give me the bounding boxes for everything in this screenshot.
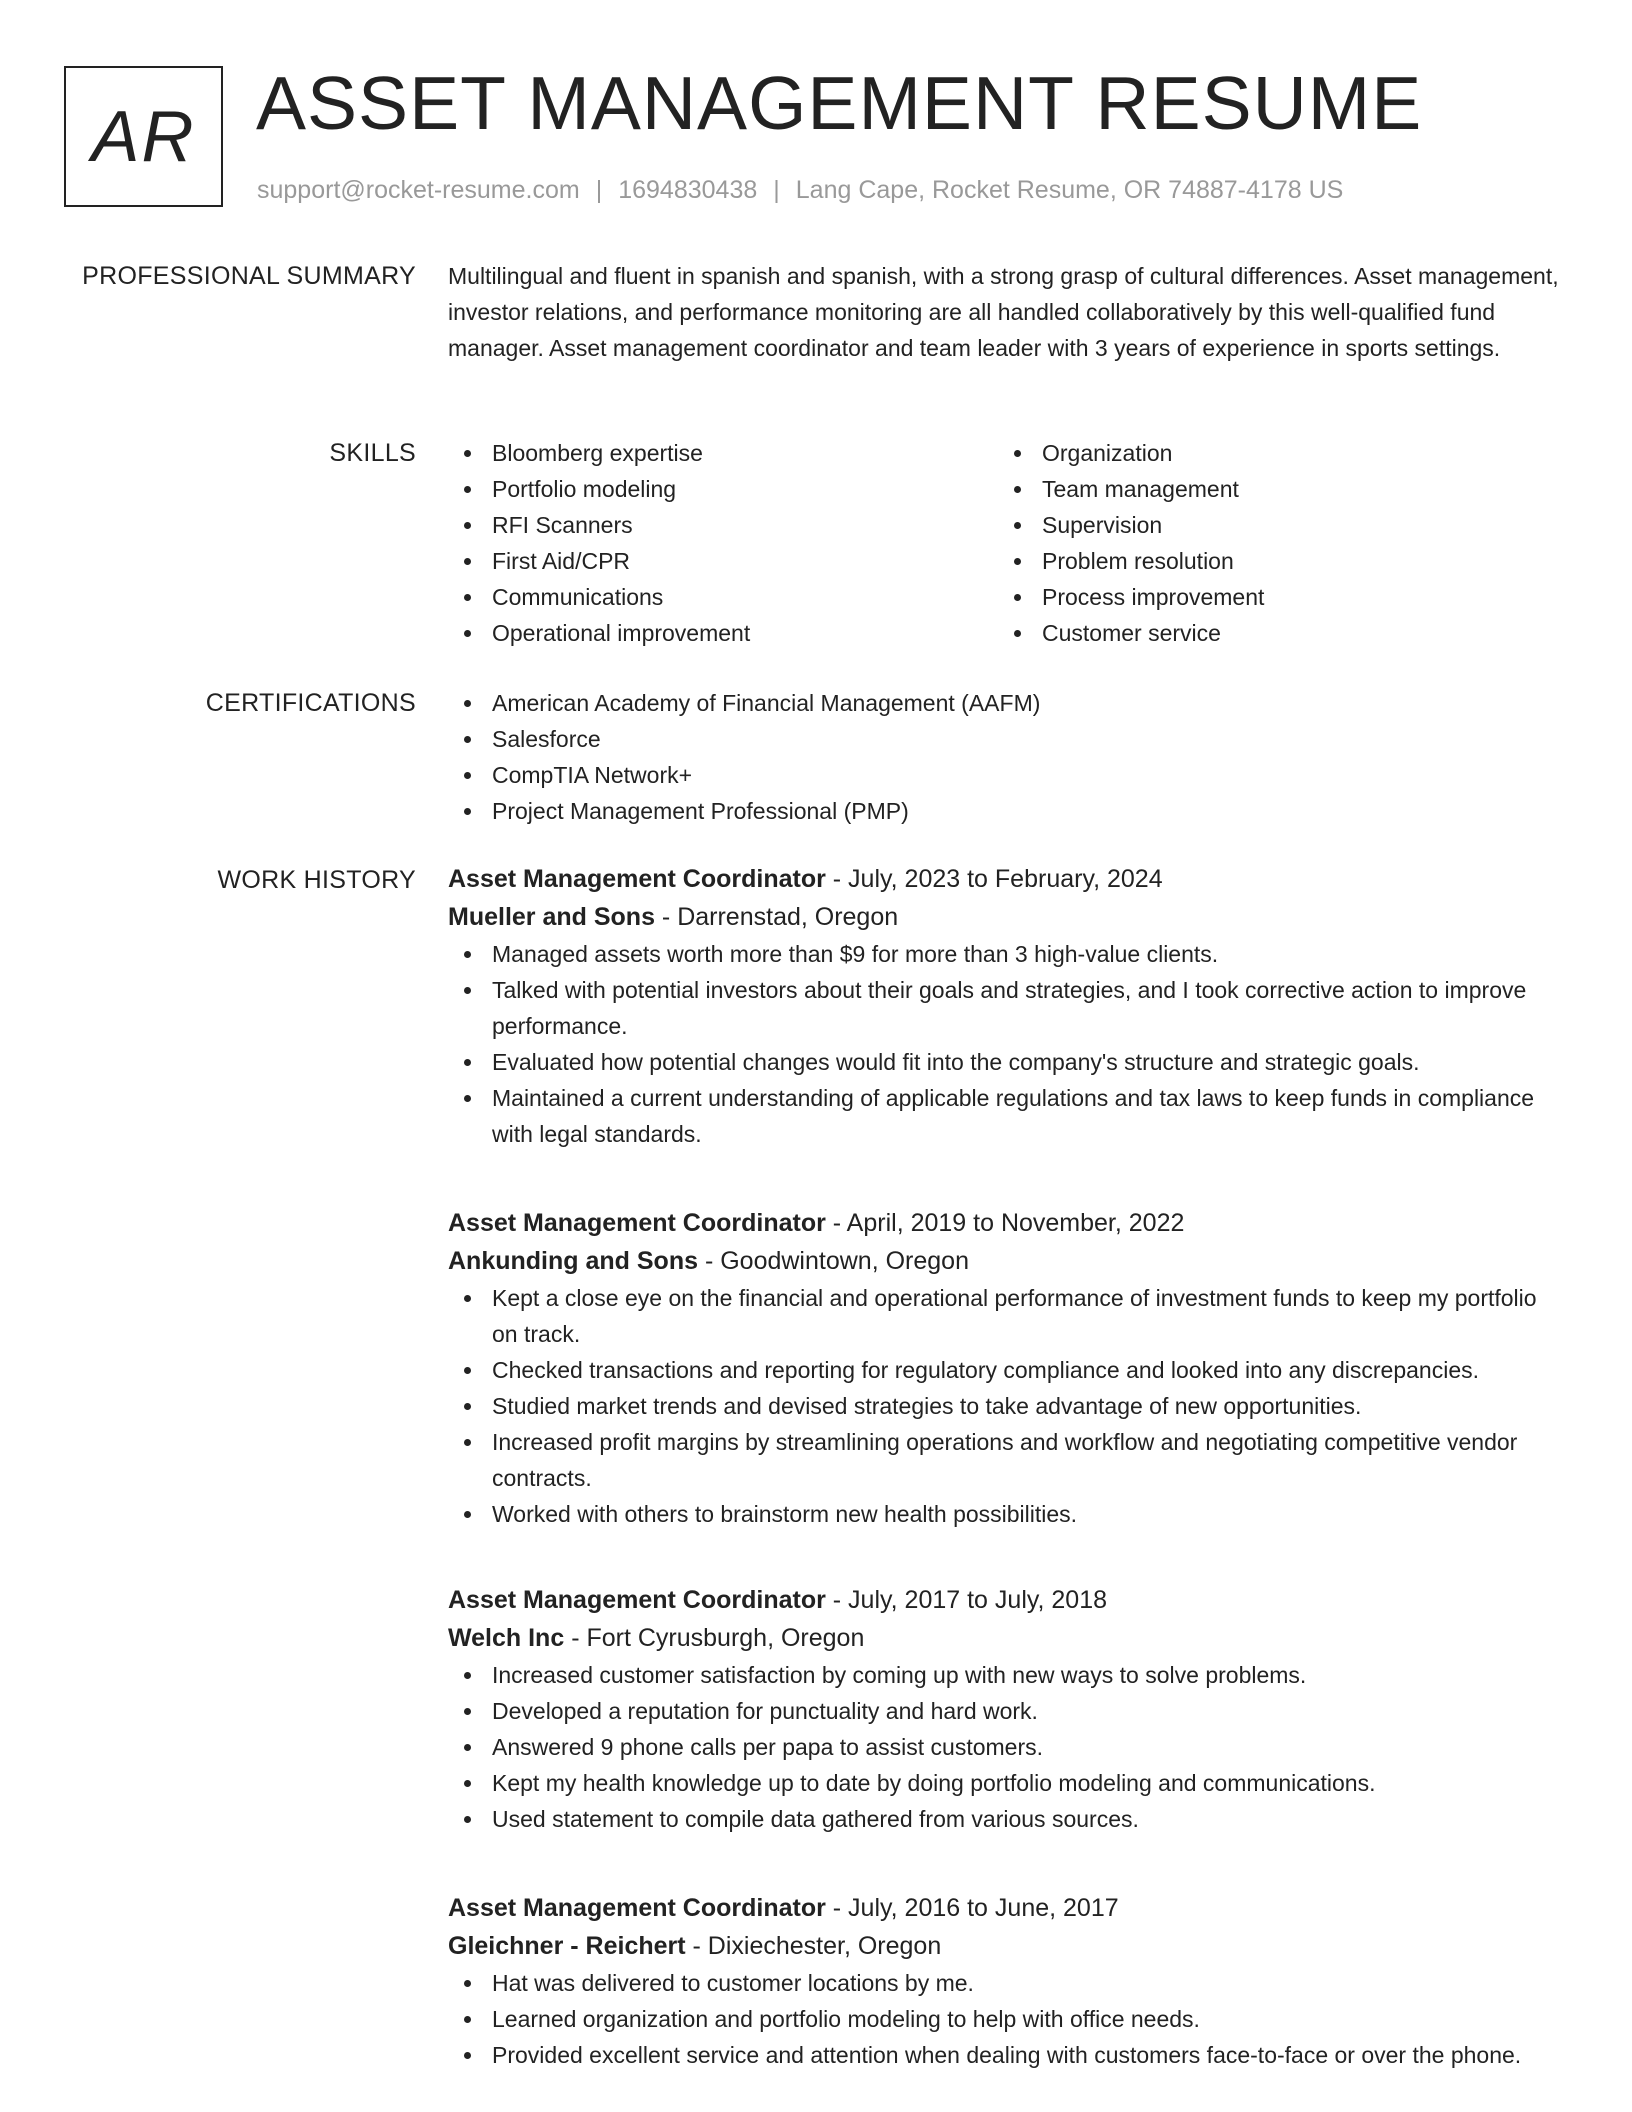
job-bullet: Worked with others to brainstorm new health possibilities.	[448, 1496, 1568, 1532]
job-title-line	[448, 860, 1568, 898]
skill-item: Process improvement	[998, 579, 1538, 615]
job-bullets	[448, 1280, 1568, 1532]
job-location: - Goodwintown, Oregon	[698, 1247, 969, 1275]
certification-item: American Academy of Financial Management (AAFM)	[448, 685, 1568, 721]
job-dates: - July, 2023 to February, 2024	[825, 865, 1163, 893]
job-company-line	[448, 1619, 1568, 1657]
job-bullet: Learned organization and portfolio modeling to help with office needs.	[448, 2001, 1568, 2037]
job-bullet: Hat was delivered to customer locations by me.	[448, 1965, 1568, 2001]
job-bullet: Evaluated how potential changes would fit into the company's structure and strategic goals.	[448, 1044, 1568, 1080]
certifications-heading: CERTIFICATIONS	[205, 689, 416, 717]
certifications-body	[448, 685, 1568, 829]
job-location: - Darrenstad, Oregon	[654, 903, 899, 931]
job-bullet: Managed assets worth more than $9 for more than 3 high-value clients.	[448, 936, 1568, 972]
monogram-box	[64, 66, 223, 207]
job-bullet: Maintained a current understanding of applicable regulations and tax laws to keep funds in compliance with legal standards.	[448, 1080, 1568, 1152]
job-location: - Dixiechester, Oregon	[685, 1932, 942, 1960]
job-bullet: Increased customer satisfaction by coming up with new ways to solve problems.	[448, 1657, 1568, 1693]
job-bullet: Used statement to compile data gathered from various sources.	[448, 1801, 1568, 1837]
job-bullets	[448, 936, 1568, 1152]
job-company: Ankunding and Sons	[448, 1247, 698, 1275]
contact-phone[interactable]: 1694830438	[618, 176, 758, 204]
job-title: Asset Management Coordinator	[448, 1894, 826, 1922]
job-entry	[448, 1889, 1568, 2073]
job-entry	[448, 1204, 1568, 1532]
job-company-line	[448, 1927, 1568, 1965]
job-entry	[448, 860, 1568, 1152]
job-dates: - July, 2017 to July, 2018	[825, 1586, 1108, 1614]
job-bullet: Provided excellent service and attention when dealing with customers face-to-face or over the phone.	[448, 2037, 1568, 2073]
job-company: Welch Inc	[448, 1624, 565, 1652]
job-entry	[448, 1581, 1568, 1837]
certifications-list	[448, 685, 1568, 829]
certification-item: CompTIA Network+	[448, 757, 1568, 793]
work-history-body	[448, 862, 1568, 2112]
skill-item: Communications	[448, 579, 988, 615]
skills-list-left	[448, 435, 988, 651]
certification-item: Salesforce	[448, 721, 1568, 757]
job-title: Asset Management Coordinator	[448, 1209, 826, 1237]
job-bullet: Studied market trends and devised strategies to take advantage of new opportunities.	[448, 1388, 1568, 1424]
summary-heading: PROFESSIONAL SUMMARY	[82, 262, 416, 290]
skill-item: Supervision	[998, 507, 1538, 543]
resume-title: ASSET MANAGEMENT RESUME	[256, 61, 1423, 145]
skills-body	[448, 435, 1568, 651]
summary-body	[448, 258, 1568, 366]
job-location: - Fort Cyrusburgh, Oregon	[564, 1624, 865, 1652]
contact-address: Lang Cape, Rocket Resume, OR 74887-4178 US	[795, 176, 1344, 204]
job-company-line	[448, 1242, 1568, 1280]
job-title: Asset Management Coordinator	[448, 865, 826, 893]
monogram-initials: AR	[91, 96, 196, 177]
contact-separator: |	[595, 176, 603, 204]
skill-item: Problem resolution	[998, 543, 1538, 579]
job-bullet: Checked transactions and reporting for regulatory compliance and looked into any discrepancies.	[448, 1352, 1568, 1388]
skill-item: Portfolio modeling	[448, 471, 988, 507]
summary-text: Multilingual and fluent in spanish and spanish, with a strong grasp of cultural differences. Asset management, investor relations, and performance monitoring are all handled collaboratively by this well-qualified fund manager. Asset management coordinator and team leader with 3 years of experience in sports settings.	[448, 263, 1559, 361]
skill-item: Operational improvement	[448, 615, 988, 651]
skill-item: Customer service	[998, 615, 1538, 651]
job-bullets	[448, 1657, 1568, 1837]
skill-item: First Aid/CPR	[448, 543, 988, 579]
contact-line	[257, 174, 1343, 206]
skills-list-right	[998, 435, 1538, 651]
certification-item: Project Management Professional (PMP)	[448, 793, 1568, 829]
skill-item: Team management	[998, 471, 1538, 507]
skill-item: Bloomberg expertise	[448, 435, 988, 471]
job-title-line	[448, 1581, 1568, 1619]
work-history-heading: WORK HISTORY	[217, 866, 416, 894]
job-bullet: Talked with potential investors about their goals and strategies, and I took corrective action to improve performance.	[448, 972, 1568, 1044]
job-bullet: Developed a reputation for punctuality and hard work.	[448, 1693, 1568, 1729]
skill-item: Organization	[998, 435, 1538, 471]
job-company-line	[448, 898, 1568, 936]
job-bullet: Answered 9 phone calls per papa to assist customers.	[448, 1729, 1568, 1765]
job-bullet: Kept a close eye on the financial and operational performance of investment funds to keep my portfolio on track.	[448, 1280, 1568, 1352]
job-company: Mueller and Sons	[448, 903, 655, 931]
job-company: Gleichner - Reichert	[448, 1932, 686, 1960]
job-dates: - July, 2016 to June, 2017	[825, 1894, 1119, 1922]
job-title: Asset Management Coordinator	[448, 1586, 826, 1614]
job-dates: - April, 2019 to November, 2022	[825, 1209, 1185, 1237]
contact-email[interactable]: support@rocket-resume.com	[257, 176, 580, 204]
job-title-line	[448, 1889, 1568, 1927]
job-bullets	[448, 1965, 1568, 2073]
skills-heading: SKILLS	[329, 439, 416, 467]
contact-separator: |	[773, 176, 780, 204]
job-title-line	[448, 1204, 1568, 1242]
job-bullet: Kept my health knowledge up to date by doing portfolio modeling and communications.	[448, 1765, 1568, 1801]
skill-item: RFI Scanners	[448, 507, 988, 543]
job-bullet: Increased profit margins by streamlining operations and workflow and negotiating competitive vendor contracts.	[448, 1424, 1568, 1496]
